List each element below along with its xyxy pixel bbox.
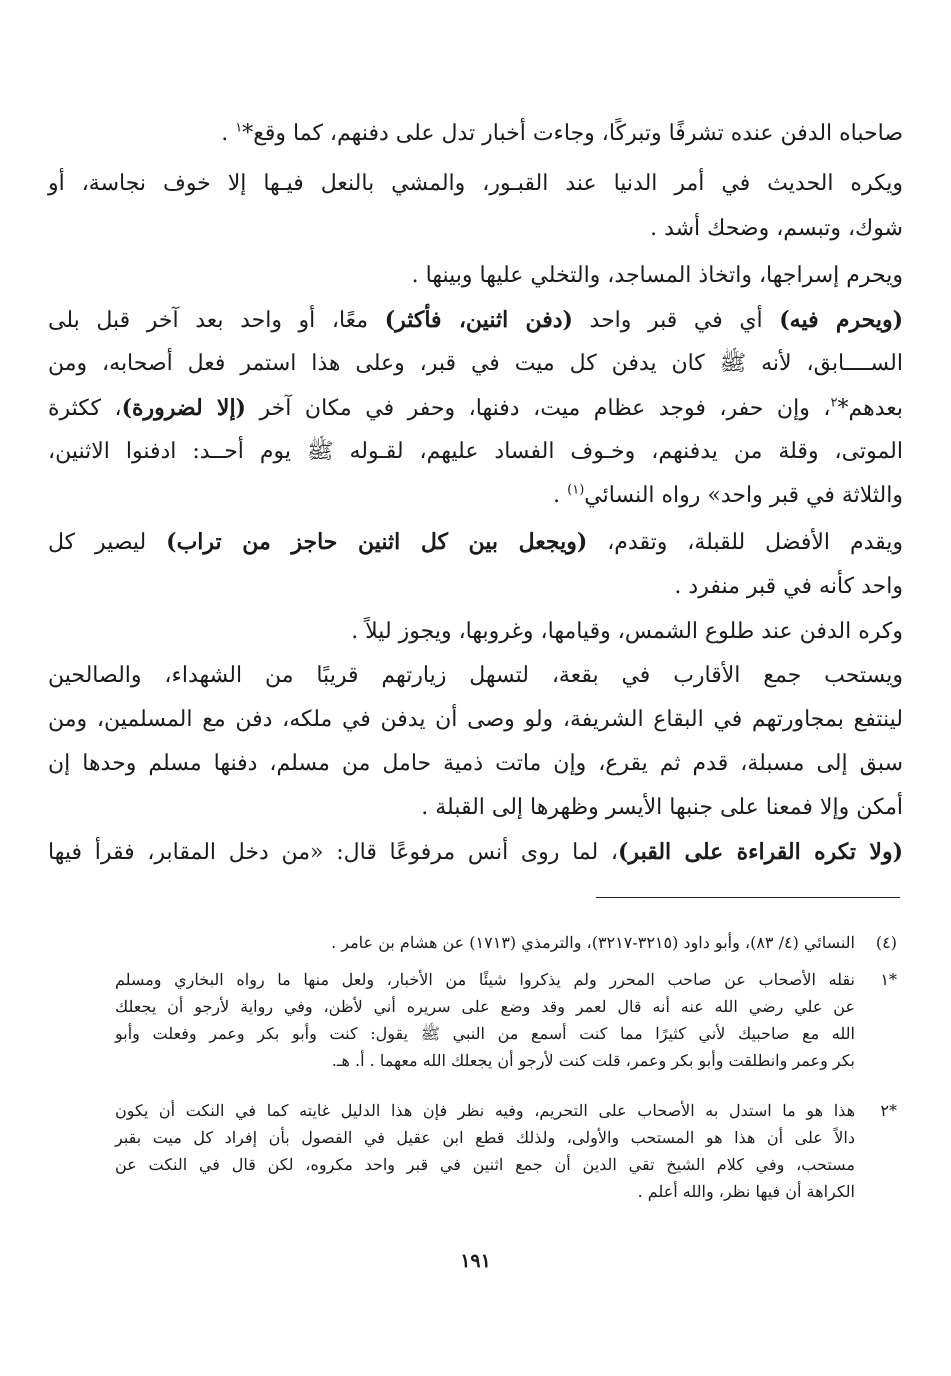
body-line bbox=[48, 170, 903, 198]
page-number: ١٩١ bbox=[460, 1250, 491, 1272]
text-run: ، لما روى أنس مرفوعًا قال: «من دخل المقابر، فقرأ فيها bbox=[48, 840, 619, 865]
text-run: ويكره الحديث في أمر الدنيا عند القبـور، والمشي بالنعل فيـها إلا خوف نجاسة، أو bbox=[48, 171, 903, 196]
text-run: ، وإن حفر، فوجد عظام ميت، دفنها، وحفر في مكان آخر bbox=[245, 396, 831, 421]
body-line bbox=[48, 306, 903, 335]
bold-text: (ولا تكره القراءة على القبر) bbox=[618, 839, 903, 865]
footnote-ref: ١ bbox=[235, 120, 243, 136]
text-run: شوك، وتبسم، وضحك أشد . bbox=[650, 216, 903, 241]
footnote-separator bbox=[596, 897, 900, 898]
text-run: . bbox=[553, 483, 568, 508]
text-run: الســــابق، لأنه ﷺ كان يدفن كل ميت في قبر، وعلى هذا استمر فعل أصحابه، ومن bbox=[48, 351, 903, 376]
text-run: الموتى، وقلة من يدفنهم، وخـوف الفساد عليهم، لقـوله ﷺ يوم أحــد: ادفنوا الاثنين، bbox=[48, 439, 903, 464]
bold-text: (ويجعل بين كل اثنين حاجز من تراب) bbox=[166, 529, 588, 555]
bold-text: (دفن اثنين، فأكثر) bbox=[384, 307, 573, 333]
footnote-line: عن علي رضي الله عنه أنه قال لعمر وقد وضع على سريره أني لأظن، وفي رواية لأرجو أن يجعلك bbox=[115, 997, 855, 1016]
footnote-line: الله مع صاحبيك لأني كثيرًا مما كنت أسمع من النبي ﷺ يقول: كنت وأبو بكر وعمر وفعلت وأبو bbox=[115, 1024, 855, 1043]
body-line bbox=[48, 618, 903, 646]
footnote-line: نقله الأصحاب عن صاحب المحرر ولم يذكروا شيئًا من الأخبار، ولعل منها ما رواه البخاري ومسلم bbox=[115, 970, 855, 989]
text-run: سبق إلى مسبلة، قدم ثم يقرع، وإن ماتت ذمية حامل من مسلم، دفنها مسلم وحدها إن bbox=[48, 751, 903, 776]
footnote-ref: (١) bbox=[567, 482, 585, 498]
text-run: بعدهم* bbox=[837, 396, 903, 421]
text-run: واحد كأنه في قبر منفرد . bbox=[674, 574, 903, 599]
body-line bbox=[48, 120, 903, 148]
body-line bbox=[48, 750, 903, 778]
text-run: صاحباه الدفن عنده تشرفًا وتبركًا، وجاءت أخبار تدل على دفنهم، كما وقع* bbox=[242, 121, 903, 146]
text-run: ويقدم الأفضل للقبلة، وتقدم، bbox=[587, 530, 903, 555]
text-run: . bbox=[221, 121, 236, 146]
text-run: أمكن وإلا فمعنا على جنبها الأيسر وظهرها إلى القبلة . bbox=[421, 795, 903, 820]
bold-text: (إلا لضرورة) bbox=[121, 395, 246, 421]
text-run: ويحرم إسراجها، واتخاذ المساجد، والتخلي عليها وبينها . bbox=[411, 263, 903, 288]
footnote-line: بكر وعمر وانطلقت وأبو بكر وعمر، قلت كنت لأرجو أن يجعلك الله معهما . أ. هـ. bbox=[331, 1051, 855, 1070]
footnote-line: مستحب، وفي كلام الشيخ تقي الدين أن جمع اثنين في قبر واحد مكروه، لكن قال في النكت عن bbox=[115, 1155, 855, 1174]
footnote-line: الكراهة أن فيها نظر، والله أعلم . bbox=[637, 1182, 855, 1201]
text-run: ويستحب جمع الأقارب في بقعة، لتسهل زيارتهم قريبًا من الشهداء، والصالحين bbox=[48, 663, 903, 688]
footnote-line: النسائي (٤/ ٨٣)، وأبو داود (٣٢١٥-٣٢١٧)، والترمذي (١٧١٣) عن هشام بن عامر . bbox=[331, 933, 855, 952]
footnote-line: دالاً على أن هذا هو المستحب والأولى، ولذلك قطع ابن عقيل في الفصول بأن إفراد كل ميت بقبر bbox=[115, 1128, 855, 1147]
body-line bbox=[48, 794, 903, 822]
body-line bbox=[48, 350, 903, 378]
body-line bbox=[48, 528, 903, 557]
text-run: وكره الدفن عند طلوع الشمس، وقيامها، وغروبها، ويجوز ليلاً . bbox=[351, 619, 903, 644]
footnote-marker: (٤) bbox=[875, 933, 897, 952]
body-line bbox=[48, 482, 903, 510]
body-line bbox=[48, 662, 903, 690]
text-run: معًا، أو واحد بعد آخر قبل بلى bbox=[48, 308, 385, 333]
text-run: أي في قبر واحد bbox=[572, 308, 780, 333]
body-line bbox=[48, 262, 903, 290]
footnote-line: هذا هو ما استدل به الأصحاب على التحريم، وفيه نظر فإن هذا الدليل غايته كما في النكت أن يكون bbox=[115, 1101, 856, 1120]
body-line bbox=[48, 438, 903, 466]
body-line bbox=[48, 838, 903, 867]
text-run: ، ككثرة bbox=[48, 396, 122, 421]
text-run: ليصير كل bbox=[48, 530, 167, 555]
footnote-ref: ٢ bbox=[830, 395, 838, 411]
text-run: والثلاثة في قبر واحد» رواه النسائي bbox=[584, 483, 903, 508]
body-line bbox=[48, 215, 903, 243]
footnote-marker: *٢ bbox=[880, 1101, 897, 1120]
body-line bbox=[48, 394, 903, 423]
body-line bbox=[48, 573, 903, 601]
text-run: لينتفع بمجاورتهم في البقاع الشريفة، ولو وصى أن يدفن في ملكه، دفن مع المسلمين، ومن bbox=[48, 707, 903, 732]
body-line bbox=[48, 706, 903, 734]
bold-text: (ويحرم فيه) bbox=[779, 307, 904, 333]
footnote-marker: *١ bbox=[880, 970, 897, 989]
